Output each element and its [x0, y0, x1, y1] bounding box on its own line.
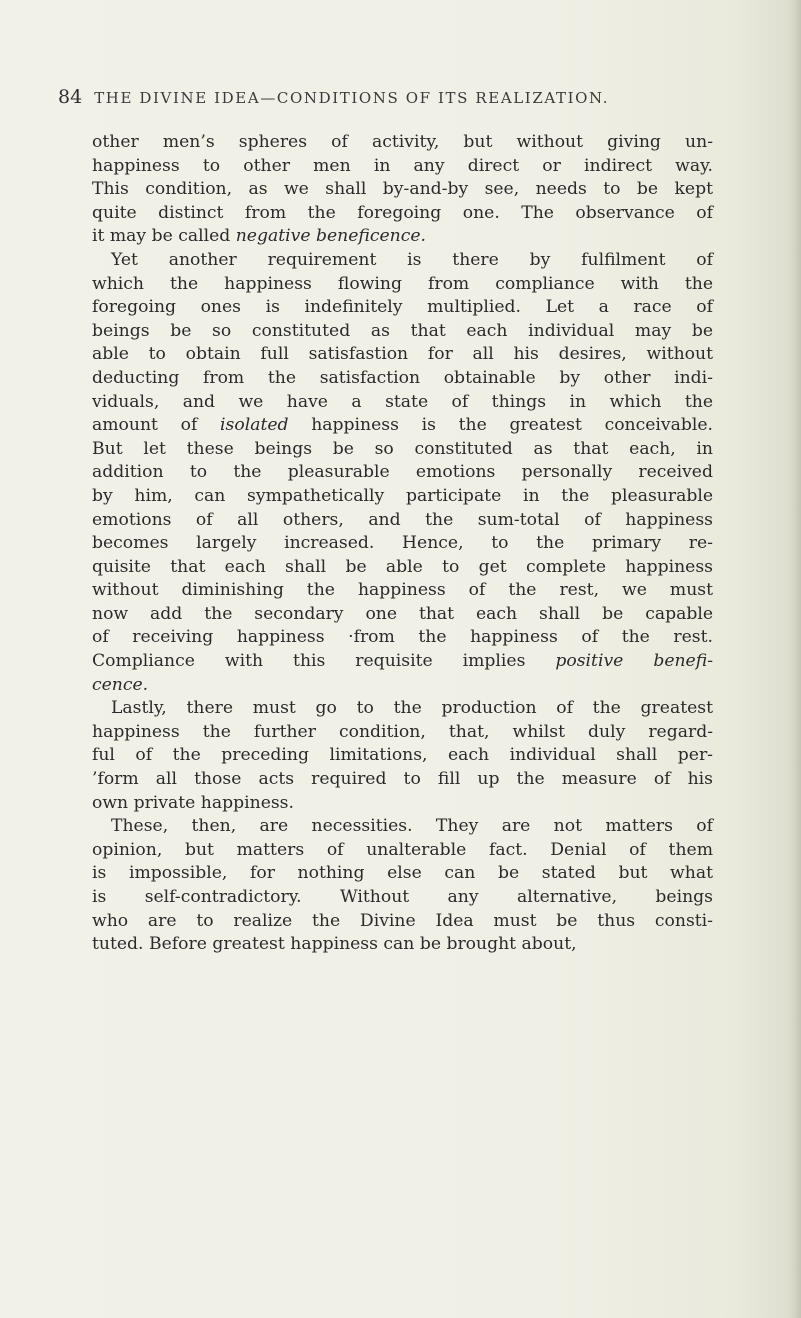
text-line: happiness the further condition, that, whilst duly regard- [92, 721, 713, 742]
text-line: Lastly, there must go to the production of the greatest [111, 698, 713, 719]
text-line: which the happiness flowing from compliance with the [92, 273, 713, 294]
text-line: addition to the pleasurable emotions personally received [92, 462, 713, 483]
text-line: viduals, and we have a state of things in which the [92, 391, 713, 412]
text-line: who are to realize the Divine Idea must be thus consti- [92, 910, 713, 931]
page-edge-shadow [787, 0, 801, 1318]
text-line [92, 674, 713, 698]
text-line: tuted. Before greatest happiness can be brought about, [92, 934, 577, 955]
text-line: foregoing ones is indefinitely multiplied. Let a race of [92, 297, 713, 318]
text-line: ’form all those acts required to fill up the measure of his [92, 769, 713, 790]
page-number: 84 [58, 86, 83, 108]
text-line: ful of the preceding limitations, each individual shall per- [92, 745, 713, 766]
text-line: now add the secondary one that each shall be capable [92, 603, 713, 624]
text-line: quisite that each shall be able to get complete happiness [92, 556, 713, 577]
text-line [92, 414, 713, 438]
text-line: Yet another requirement is there by fulfilment of [111, 249, 713, 270]
text-segment: amount of [92, 415, 221, 436]
body-text [92, 131, 713, 957]
text-line: emotions of all others, and the sum-total of happiness [92, 509, 713, 530]
text-line: able to obtain full satisfastion for all his desires, without [92, 344, 713, 365]
text-line: deducting from the satisfaction obtainable by other indi- [92, 367, 713, 388]
running-header [58, 86, 758, 114]
running-title: THE DIVINE IDEA—CONDITIONS OF ITS REALIZATION. [94, 89, 610, 107]
text-line: becomes largely increased. Hence, to the primary re- [92, 533, 713, 554]
text-line: without diminishing the happiness of the rest, we must [92, 580, 713, 601]
text-line: happiness to other men in any direct or indirect way. [92, 155, 713, 176]
text-line: by him, can sympathetically participate in the pleasurable [92, 485, 713, 506]
text-segment: Compliance with this requisite implies [92, 651, 556, 672]
text-line [92, 650, 713, 674]
italic-term-positive-beneficence: positive benefi- [555, 651, 714, 672]
text-line: own private happiness. [92, 792, 294, 813]
text-segment: it may be called [92, 226, 236, 247]
italic-term-isolated: isolated [220, 415, 289, 436]
text-line: other men’s spheres of activity, but without giving un- [92, 132, 713, 152]
text-line: is impossible, for nothing else can be stated but what [92, 863, 713, 884]
text-line: But let these beings be so constituted as that each, in [92, 438, 713, 459]
text-line: These, then, are necessities. They are not matters of [111, 816, 713, 837]
text-line: is self-contradictory. Without any alternative, beings [92, 887, 713, 907]
text-line: This condition, as we shall by-and-by see, needs to be kept [92, 179, 713, 200]
text-line [92, 225, 713, 249]
text-line: of receiving happiness ·from the happiness of the rest. [92, 627, 713, 648]
text-line: opinion, but matters of unalterable fact. Denial of them [92, 839, 713, 860]
text-segment: happiness is the greatest conceivable. [288, 415, 714, 436]
italic-term-cence: cence. [92, 674, 149, 695]
text-line: quite distinct from the foregoing one. The observance of [92, 202, 713, 223]
italic-term-negative-beneficence: negative beneficence. [235, 226, 426, 247]
text-line: beings be so constituted as that each individual may be [92, 320, 713, 341]
